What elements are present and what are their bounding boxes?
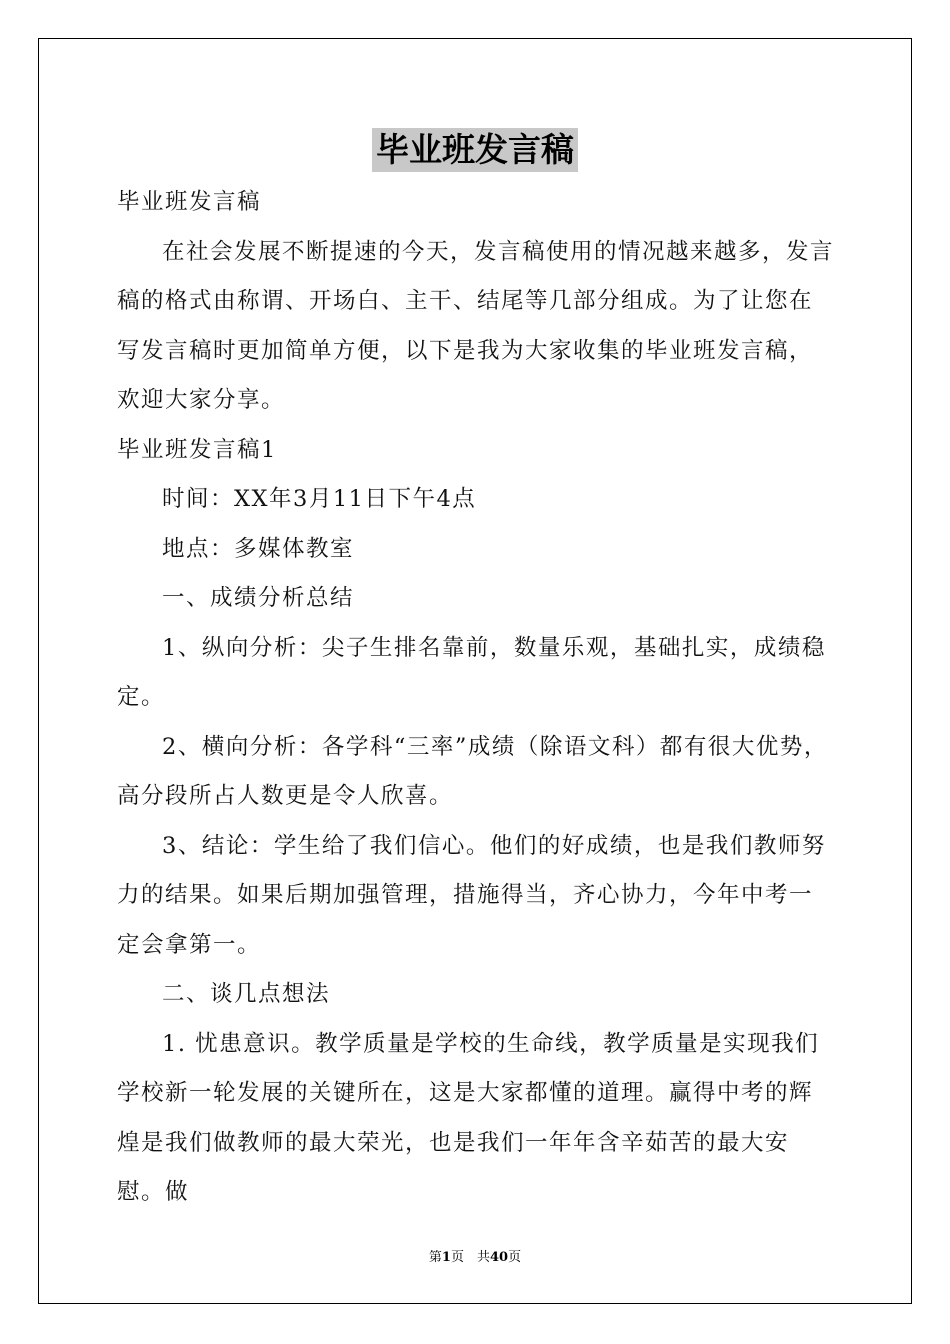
paragraph: 3、结论：学生给了我们信心。他们的好成绩，也是我们教师努力的结果。如果后期加强管理，措施得当，齐心协力，今年中考一定会拿第一。 xyxy=(117,832,826,958)
document-body xyxy=(117,178,835,1218)
paragraph: 2、横向分析：各学科“三率”成绩（除语文科）都有很大优势，高分段所占人数更是令人欣喜。 xyxy=(117,733,828,809)
paragraph: 1. 忧患意识。教学质量是学校的生命线，教学质量是实现我们学校新一轮发展的关键所在，这是大家都懂的道理。赢得中考的辉煌是我们做教师的最大荣光，也是我们一年年含辛茹苦的最大安慰。做 xyxy=(117,1030,820,1205)
paragraph: 二、谈几点想法 xyxy=(162,981,331,1007)
paragraph: 1、纵向分析：尖子生排名靠前，数量乐观，基础扎实，成绩稳定。 xyxy=(117,634,826,710)
document-title: 毕业班发言稿 xyxy=(372,128,578,172)
paragraph: 毕业班发言稿 xyxy=(117,189,262,215)
page-footer xyxy=(0,1246,950,1265)
title-container xyxy=(0,128,950,172)
paragraph: 地点：多媒体教室 xyxy=(162,535,355,562)
footer-suffix: 页 xyxy=(508,1250,522,1265)
page-number: 1 xyxy=(441,1250,451,1265)
footer-mid: 页 共 xyxy=(450,1250,490,1265)
paragraph: 时间：XX年3月11日下午4点 xyxy=(162,486,477,512)
paragraph: 一、成绩分析总结 xyxy=(162,585,355,611)
footer-prefix: 第 xyxy=(428,1250,442,1265)
paragraph: 在社会发展不断提速的今天，发言稿使用的情况越来越多，发言稿的格式由称谓、开场白、主干、结尾等几部分组成。为了让您在写发言稿时更加简单方便，以下是我为大家收集的毕业班发言稿，欢迎大家分享。 xyxy=(117,238,835,413)
paragraph: 毕业班发言稿1 xyxy=(117,436,277,463)
total-pages: 40 xyxy=(489,1250,509,1265)
